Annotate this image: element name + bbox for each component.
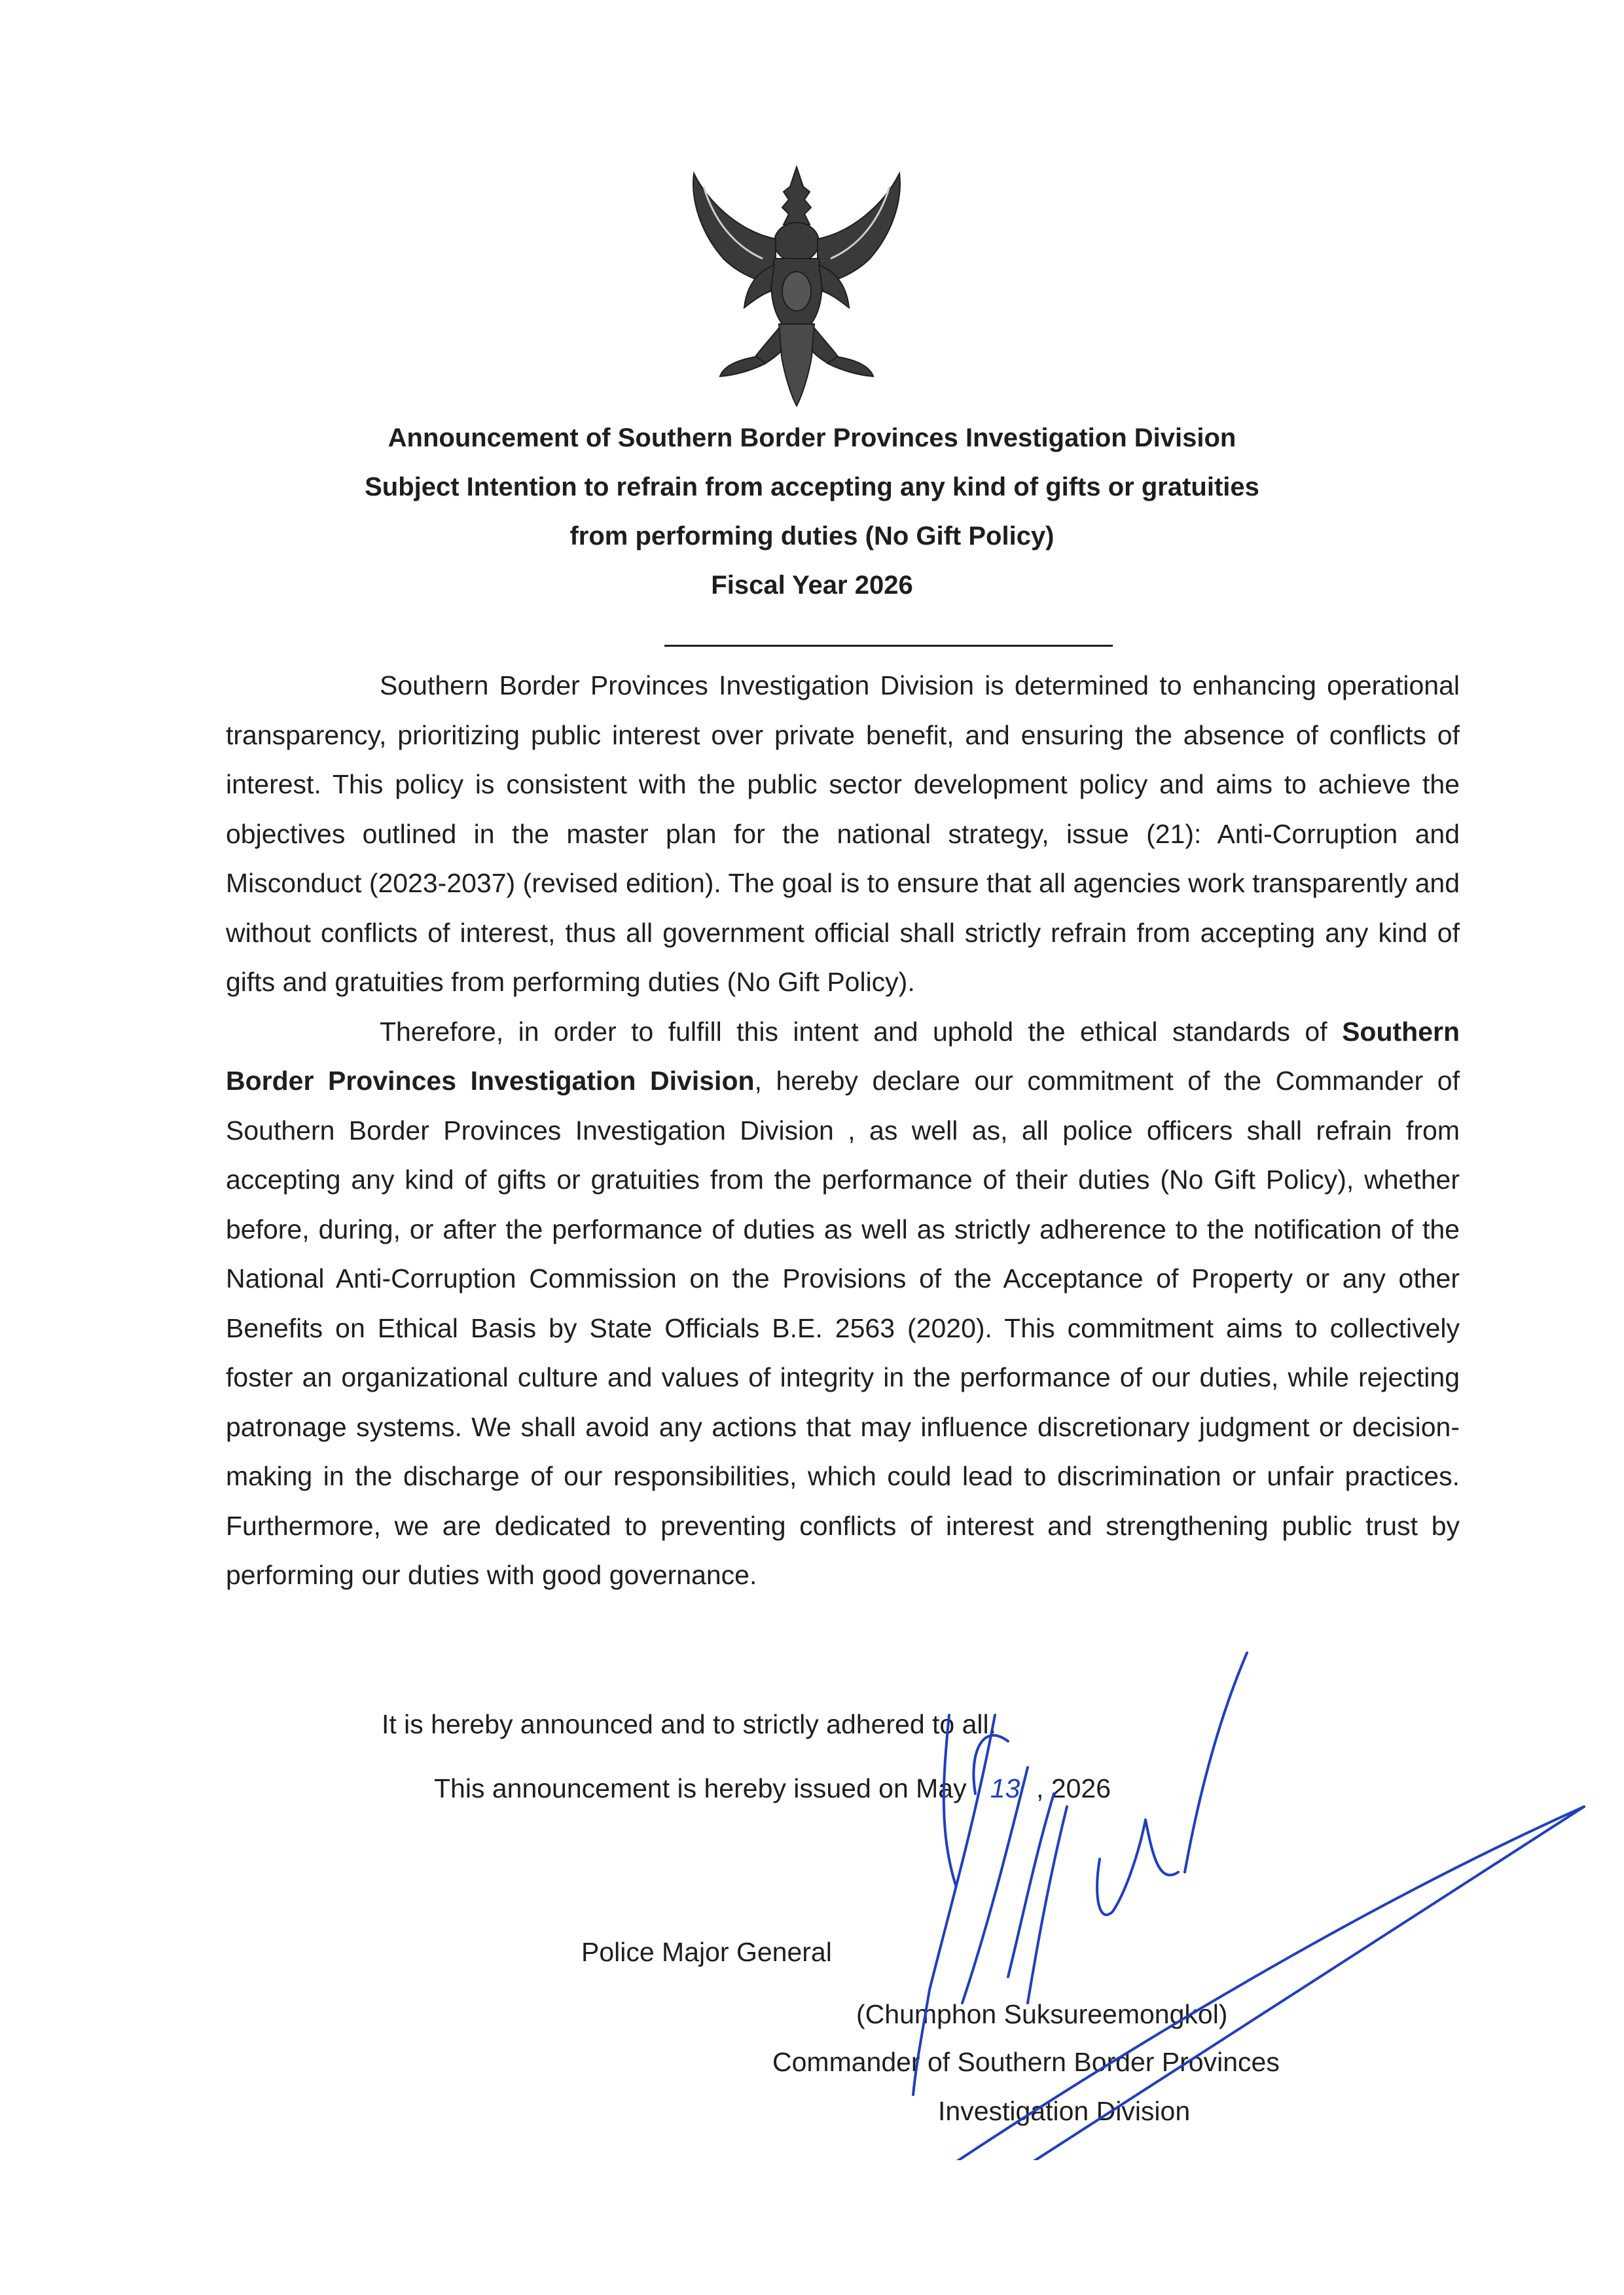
paragraph-2-bold: Southern Border Provinces Investigation Division [226,1016,1460,1096]
signatory-name: (Chumphon Suksureemongkol) [856,1999,1228,2029]
title-line-3: from performing duties (No Gift Policy) [569,522,1055,551]
paragraph-2 [226,1007,1460,1600]
announcement-title [0,414,1624,610]
paragraph-2-lead: Therefore, in order to fulfill this intent and uphold the ethical standards of [380,1016,1343,1047]
paragraph-2-rest: , hereby declare our commitment of the Commander of Southern Border Provinces Investigation Division , as well as, all police officers shall refrain from accepting any kind of gifts or gratuities from the performance of their duties (No Gift Policy), whether before, during, or after the performance of duties as well as strictly adherence to the notification of the National Anti-Corruption Commission on the Provisions of the Acceptance of Property or any other Benefits on Ethical Basis by State Officials B.E. 2563 (2020). This commitment aims to collectively foster an organizational culture and values of integrity in the performance of our duties, while rejecting patronage systems. We shall avoid any actions that may influence discretionary judgment or decision-making in the discharge of our responsibilities, which could lead to discrimination or unfair practices. Furthermore, we are dedicated to preventing conflicts of interest and strengthening public trust by performing our duties with good governance. [226,1066,1460,1590]
title-line-4: Fiscal Year 2026 [711,571,913,600]
announcement-body [226,661,1460,1600]
issue-date-prefix: This announcement is hereby issued on May [434,1773,967,1803]
issue-date-year: , 2026 [1036,1773,1111,1803]
title-divider [664,645,1113,647]
signatory-position-line-1: Commander of Southern Border Provinces [772,2047,1280,2077]
signatory-rank: Police Major General [581,1937,832,1967]
issue-date-day: 13 [990,1773,1020,1803]
issue-date-line [434,1764,1111,1813]
paragraph-1: Southern Border Provinces Investigation Division is determined to enhancing operational transparency, prioritizing public interest over private benefit, and ensuring the absence of conflicts of interest. This policy is consistent with the public sector development policy and aims to achieve the objectives outlined in the master plan for the national strategy, issue (21): Anti-Corruption and Misconduct (2023-2037) (revised edition). The goal is to ensure that all agencies work transparently and without conflicts of interest, thus all government official shall strictly refrain from accepting any kind of gifts and gratuities from performing duties (No Gift Policy). [226,670,1460,997]
announcement-statement: It is hereby announced and to strictly adhered to all. [382,1709,997,1739]
title-line-1: Announcement of Southern Border Provinces Investigation Division [388,424,1236,452]
signatory-position-line-2: Investigation Division [938,2096,1191,2126]
garuda-emblem-icon [684,160,910,409]
title-line-2: Subject Intention to refrain from accepting any kind of gifts or gratuities [365,473,1259,501]
